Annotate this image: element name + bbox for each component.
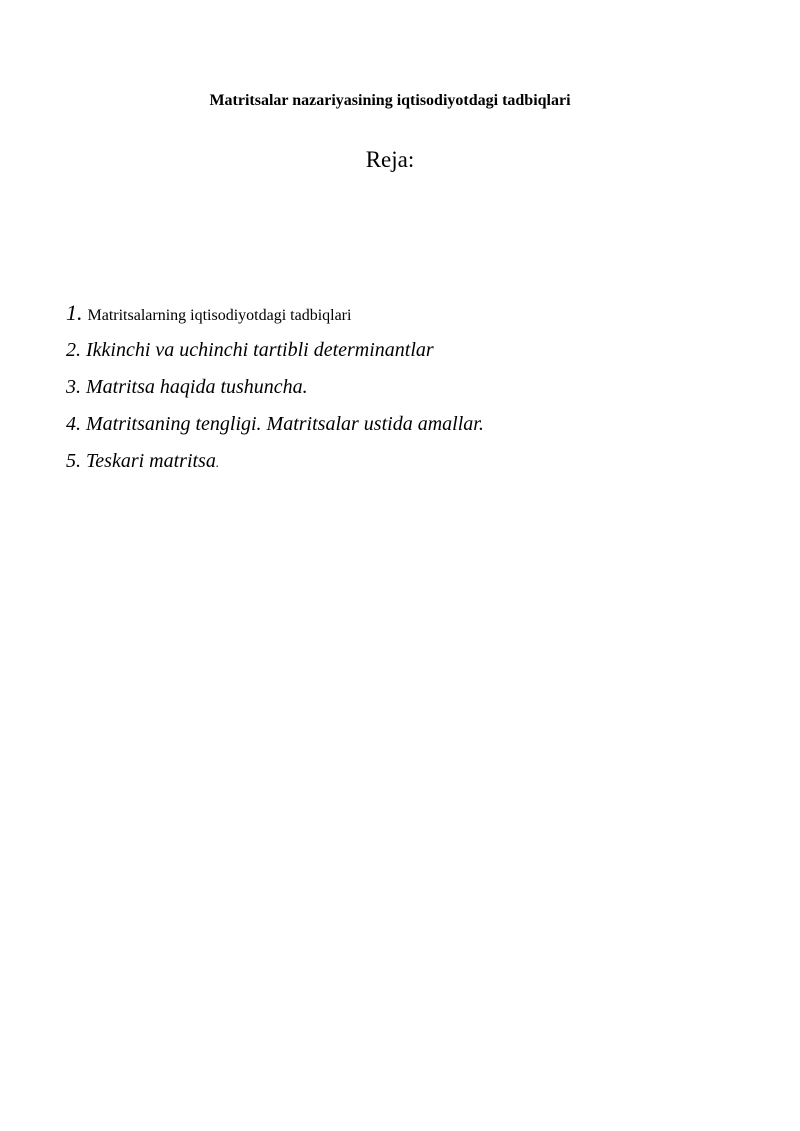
list-item — [66, 411, 484, 448]
list-item-text: Teskari matritsa — [86, 450, 216, 472]
list-item-text: Matritsaning tengligi. Matritsalar ustida amallar. — [86, 413, 484, 435]
list-item-text: Ikkinchi va uchinchi tartibli determinantlar — [86, 339, 434, 361]
list-item-number: 5. — [66, 450, 81, 472]
list-item-suffix: . — [215, 455, 220, 470]
list-item — [66, 448, 484, 485]
plan-heading: Reja: — [365, 147, 415, 172]
list-item-text: Matritsa haqida tushuncha. — [86, 376, 308, 398]
list-item-number: 4. — [66, 413, 81, 435]
list-item — [66, 374, 484, 411]
list-item-number: 1. — [66, 300, 83, 325]
list-item-number: 2. — [66, 339, 81, 361]
list-item — [66, 300, 484, 337]
list-item-number: 3. — [66, 376, 81, 398]
document-title: Matritsalar nazariyasining iqtisodiyotdagi tadbiqlari — [209, 92, 571, 109]
list-item-text: Matritsalarning iqtisodiyotdagi tadbiqlari — [87, 307, 352, 324]
plan-list — [66, 300, 484, 485]
list-item — [66, 337, 484, 374]
